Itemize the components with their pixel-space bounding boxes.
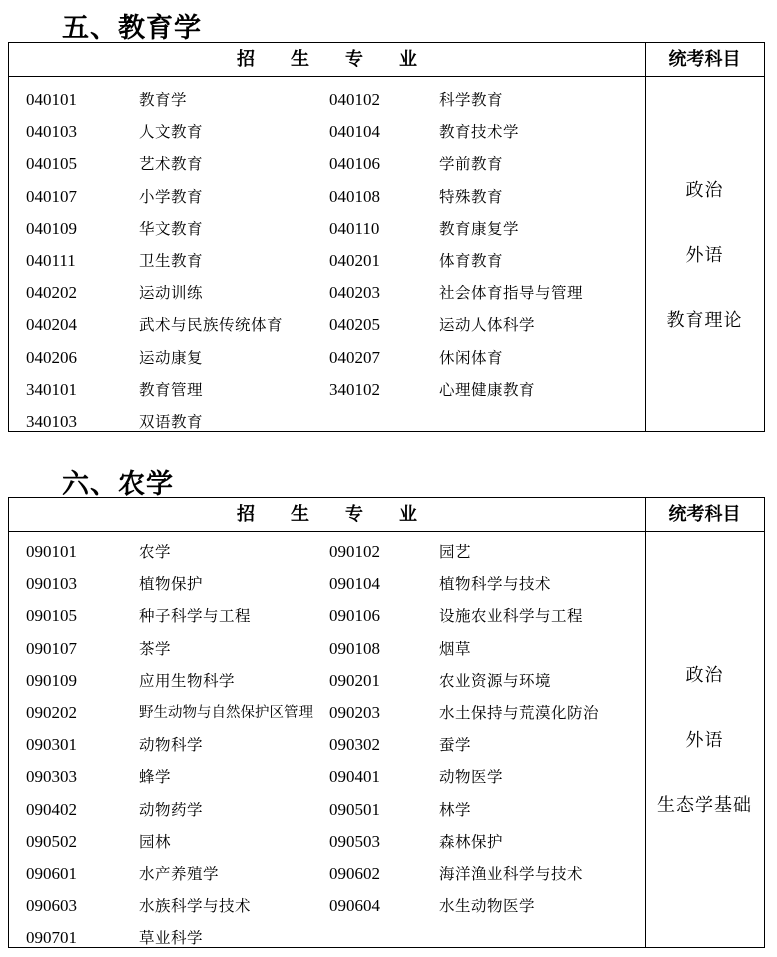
section-title-education: 五、教育学 — [62, 13, 202, 44]
major-name: 林学 — [439, 800, 472, 819]
header-exam-subjects: 统考科目 — [668, 49, 741, 70]
major-code: 090602 — [329, 864, 380, 883]
major-name: 动物科学 — [139, 736, 204, 755]
major-code: 340101 — [26, 379, 77, 399]
exam-subject: 政治 — [685, 665, 724, 686]
major-name: 设施农业科学与工程 — [439, 607, 584, 626]
major-code: 090701 — [26, 928, 77, 948]
major-name: 特殊教育 — [439, 187, 504, 206]
major-name: 体育教育 — [439, 252, 504, 270]
major-code: 090503 — [329, 831, 380, 851]
header-major: 招 生 专 业 — [237, 504, 417, 525]
major-code: 090107 — [26, 638, 77, 658]
major-code: 090109 — [26, 670, 77, 690]
major-code: 040205 — [329, 315, 380, 335]
exam-subject: 教育理论 — [666, 310, 743, 331]
major-code: 040204 — [26, 315, 77, 335]
exam-subject: 政治 — [685, 180, 724, 201]
major-name: 艺术教育 — [139, 155, 204, 174]
table-education — [8, 42, 765, 432]
major-name: 心理健康教育 — [439, 380, 536, 399]
major-code: 340102 — [329, 379, 380, 399]
major-name: 烟草 — [439, 639, 472, 658]
major-code: 090501 — [329, 799, 380, 819]
major-name: 蚕学 — [439, 736, 472, 755]
table-header — [9, 498, 764, 532]
major-code: 040203 — [329, 283, 380, 303]
major-code: 040202 — [26, 283, 77, 303]
major-name: 动物医学 — [439, 768, 504, 787]
major-name: 教育康复学 — [439, 219, 520, 238]
major-code: 040105 — [26, 154, 77, 174]
major-code: 090104 — [329, 574, 380, 594]
major-code: 090201 — [329, 670, 380, 690]
major-name: 种子科学与工程 — [139, 607, 252, 626]
major-name: 武术与民族传统体育 — [139, 316, 284, 335]
major-code: 090106 — [329, 606, 380, 626]
major-code: 040111 — [26, 251, 76, 270]
major-code: 040110 — [329, 218, 380, 238]
major-code: 090102 — [329, 542, 380, 561]
major-code: 040108 — [329, 186, 380, 206]
major-name: 森林保护 — [439, 832, 504, 851]
section-title-agriculture: 六、农学 — [62, 469, 174, 500]
major-code: 090402 — [26, 799, 77, 819]
major-name: 水族科学与技术 — [139, 897, 252, 916]
major-name: 社会体育指导与管理 — [439, 284, 584, 303]
major-code: 090604 — [329, 896, 380, 916]
major-name: 运动训练 — [139, 284, 204, 303]
major-code: 040102 — [329, 90, 380, 109]
major-name: 科学教育 — [439, 91, 504, 109]
table-header — [9, 43, 764, 77]
major-code: 090401 — [329, 767, 380, 787]
major-name: 园艺 — [439, 543, 472, 561]
major-code: 090103 — [26, 574, 77, 594]
header-exam-subjects: 统考科目 — [668, 504, 741, 525]
major-name: 野生动物与自然保护区管理 — [139, 705, 313, 721]
major-code: 040103 — [26, 122, 77, 142]
major-name: 水生动物医学 — [439, 897, 536, 916]
major-name: 休闲体育 — [439, 348, 504, 367]
major-name: 水土保持与荒漠化防治 — [439, 704, 600, 722]
major-name: 茶学 — [139, 639, 172, 658]
major-name: 应用生物科学 — [139, 671, 236, 690]
major-code: 040106 — [329, 154, 380, 174]
major-code: 040104 — [329, 122, 380, 142]
header-major: 招 生 专 业 — [237, 49, 417, 70]
major-code: 040207 — [329, 347, 380, 367]
major-name: 学前教育 — [439, 155, 504, 174]
major-code: 040206 — [26, 347, 77, 367]
major-name: 蜂学 — [139, 768, 172, 787]
major-name: 教育管理 — [139, 380, 204, 399]
exam-subject: 外语 — [685, 730, 724, 751]
major-name: 运动人体科学 — [439, 316, 536, 335]
major-name: 运动康复 — [139, 348, 204, 367]
column-divider — [645, 498, 646, 947]
major-code: 090502 — [26, 831, 77, 851]
major-name: 草业科学 — [139, 929, 204, 948]
major-name: 农业资源与环境 — [439, 671, 552, 690]
major-code: 340103 — [26, 412, 77, 431]
major-name: 动物药学 — [139, 800, 204, 819]
major-code: 090108 — [329, 638, 380, 658]
major-name: 农学 — [139, 543, 172, 561]
major-code: 090603 — [26, 896, 77, 916]
major-code: 040201 — [329, 251, 380, 270]
major-name: 水产养殖学 — [139, 865, 220, 883]
major-code: 090203 — [329, 703, 380, 722]
major-code: 040101 — [26, 90, 77, 109]
major-name: 海洋渔业科学与技术 — [439, 865, 584, 883]
exam-subject: 外语 — [685, 245, 724, 266]
major-name: 园林 — [139, 832, 172, 851]
major-name: 卫生教育 — [139, 252, 204, 270]
major-name: 教育学 — [139, 91, 188, 109]
major-code: 040109 — [26, 218, 77, 238]
major-name: 双语教育 — [139, 413, 204, 431]
major-code: 090301 — [26, 735, 77, 755]
exam-subject: 生态学基础 — [657, 795, 752, 816]
major-code: 040107 — [26, 186, 77, 206]
major-code: 090302 — [329, 735, 380, 755]
major-code: 090101 — [26, 542, 77, 561]
major-name: 小学教育 — [139, 187, 204, 206]
column-divider — [645, 43, 646, 431]
major-code: 090105 — [26, 606, 77, 626]
major-code: 090202 — [26, 703, 77, 722]
major-code: 090303 — [26, 767, 77, 787]
major-name: 人文教育 — [139, 123, 204, 142]
major-code: 090601 — [26, 864, 77, 883]
major-name: 植物科学与技术 — [439, 575, 552, 594]
major-name: 植物保护 — [139, 575, 204, 594]
major-name: 教育技术学 — [439, 123, 520, 142]
table-agriculture — [8, 497, 765, 948]
major-name: 华文教育 — [139, 219, 204, 238]
